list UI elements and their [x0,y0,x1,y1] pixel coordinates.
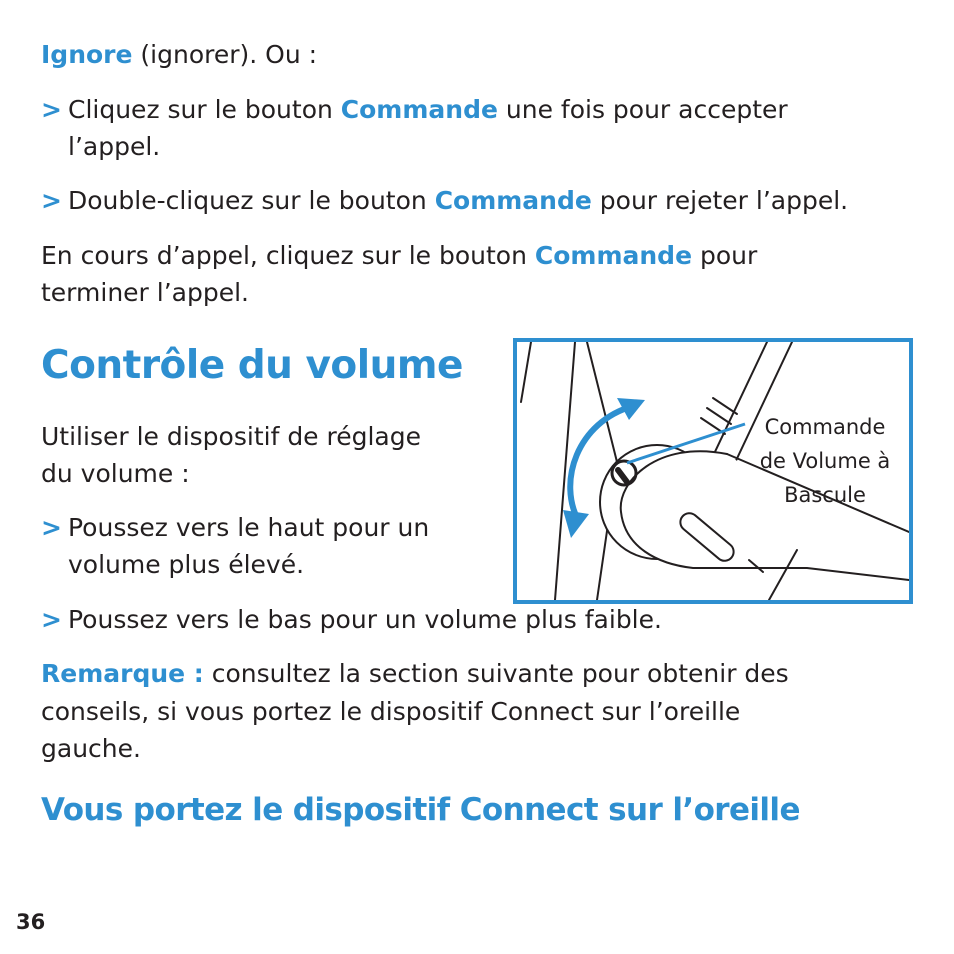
page-number: 36 [16,910,46,934]
note-label: Remarque : [41,659,204,688]
stem-ridge [713,398,737,414]
rocker-label: Commande de Volume à Bascule [759,415,891,507]
bullet-marker: > [41,513,62,542]
paragraph-ignore [41,36,317,73]
arrow-down-head-icon [563,510,589,538]
ear-outline [521,342,531,402]
volume-control-illustration [513,338,913,604]
bullet-marker: > [41,95,62,124]
bullet-volume-down: Poussez vers le bas pour un volume plus faible. [68,605,662,634]
bullet-marker: > [41,605,62,634]
bullet-marker: > [41,186,62,215]
ignore-text: (ignorer). Ou : [132,40,318,69]
bullet-volume-up-line2: volume plus élevé. [68,550,305,579]
bullet-volume-up-line1: Poussez vers le haut pour un [68,513,430,542]
bullet-accept-line1: Cliquez sur le bouton Commande une fois pour accepter [68,95,788,124]
paragraph-end-call-line1: En cours d’appel, cliquez sur le bouton Commande pour [41,241,758,270]
stem-ridge [707,408,731,424]
bullet-accept-line2: l’appel. [68,132,161,161]
subsection-heading: Vous portez le dispositif Connect sur l’oreille [41,792,800,828]
note-line2: conseils, si vous portez le dispositif Connect sur l’oreille [41,697,741,726]
intro-line2: du volume : [41,459,190,488]
intro-line1: Utiliser le dispositif de réglage [41,422,422,451]
commande-keyword: Commande [340,95,498,124]
note-line1: Remarque : consultez la section suivante pour obtenir des [41,659,789,688]
commande-keyword: Commande [434,186,592,215]
commande-keyword: Commande [534,241,693,270]
note-line3: gauche. [41,734,141,763]
section-heading: Contrôle du volume [41,343,463,388]
ignore-keyword: Ignore [41,40,133,69]
bullet-reject: Double-cliquez sur le bouton Commande pour rejeter l’appel. [68,186,849,215]
paragraph-end-call-line2: terminer l’appel. [41,278,249,307]
